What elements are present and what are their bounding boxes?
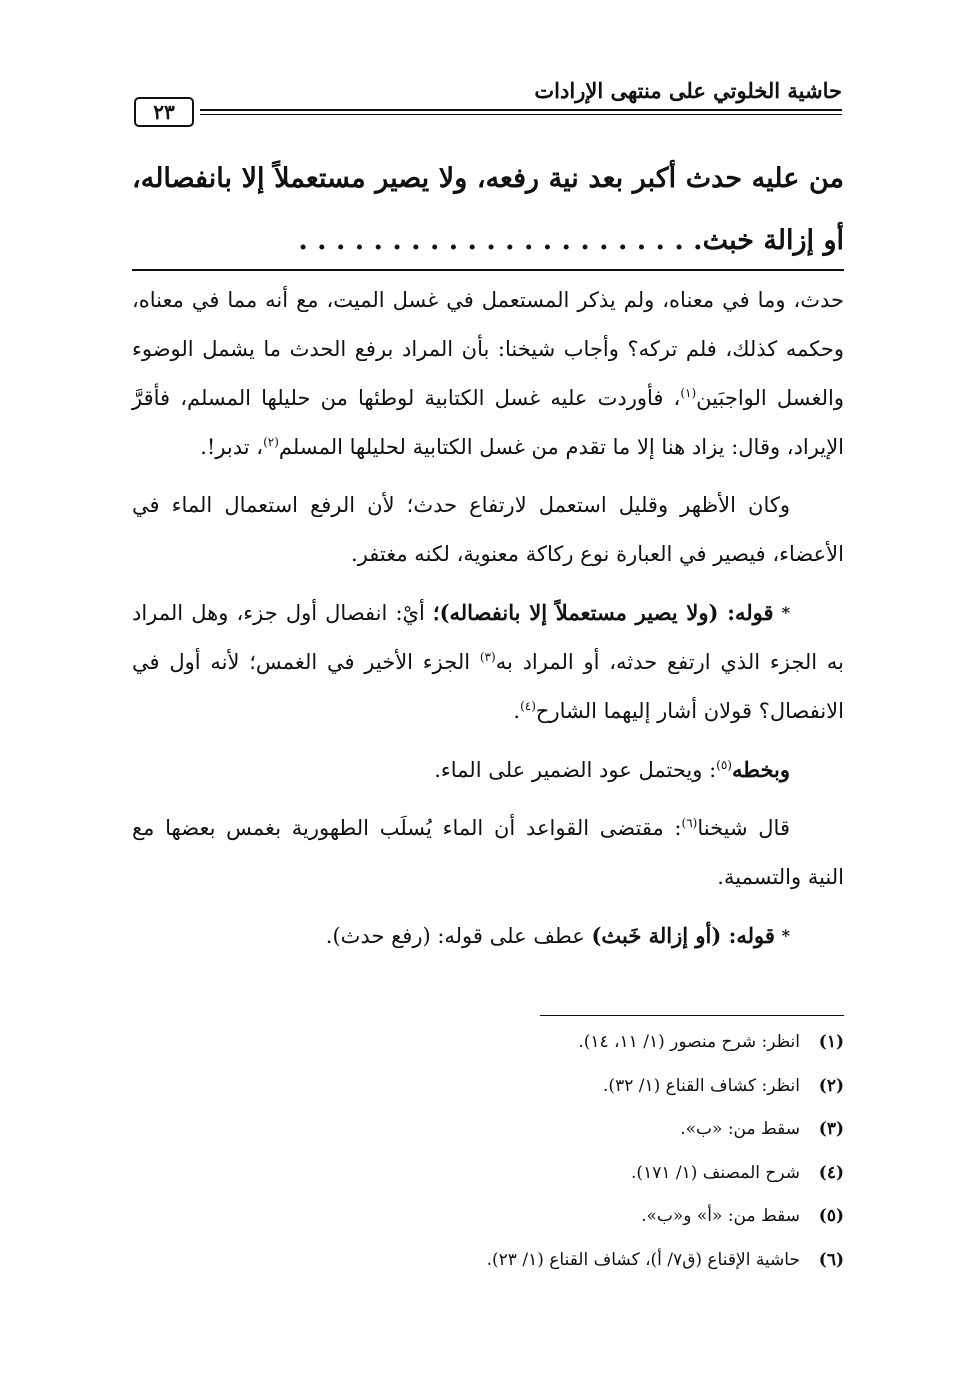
footnote-ref-5[interactable]: (٥) (716, 758, 732, 772)
footnote-item (132, 1118, 844, 1162)
commentary-text: قال شيخنا (697, 816, 790, 840)
commentary-text: ، تدبر!. (200, 435, 264, 459)
footnote-text: سقط من: «أ» و«ب». (641, 1206, 800, 1226)
footnote-ref-4[interactable]: (٤) (520, 699, 536, 713)
asterisk-icon: * (781, 926, 790, 945)
footnotes (132, 1031, 844, 1292)
footnote-text: حاشية الإقناع (ق٧/ أ)، كشاف القناع (١/ ٢٣). (486, 1249, 800, 1270)
matn-text (132, 148, 844, 272)
commentary-text: : ويحتمل عود الضمير على الماء. (434, 758, 717, 782)
commentary (132, 276, 844, 970)
running-title: حاشية الخلوتي على منتهى الإرادات (534, 78, 842, 103)
footnote-ref-6[interactable]: (٦) (681, 816, 698, 830)
commentary-paragraph-1 (132, 276, 844, 472)
footnote-item (132, 1249, 844, 1293)
footnote-number: (٤) (818, 1162, 844, 1183)
commentary-text: . (513, 699, 521, 723)
footnote-rule (540, 1015, 844, 1016)
quoted-lemma: قوله: (أو إزالة خَبث) (591, 923, 775, 948)
footnote-item (132, 1205, 844, 1249)
footnote-ref-2[interactable]: (٢) (263, 435, 279, 449)
footnote-number: (٥) (818, 1206, 844, 1226)
footnote-number: (١) (818, 1032, 844, 1052)
commentary-paragraph-3 (132, 588, 844, 736)
commentary-paragraph-6 (132, 911, 844, 961)
commentary-paragraph-2: وكان الأظهر وقليل استعمل لارتفاع حدث؛ لأن الرفع استعمال الماء في الأعضاء، فيصير في العبارة نوع ركاكة معنوية، لكنه مغتفر. (132, 493, 844, 566)
footnote-number: (٢) (818, 1075, 844, 1096)
commentary-paragraph-4 (132, 745, 844, 795)
header-rule (200, 109, 842, 111)
commentary-text: عطف على قوله: (رفع حدث). (325, 924, 592, 948)
footnote-text: سقط من: «ب». (680, 1119, 800, 1139)
footnote-ref-3[interactable]: (٣) (479, 650, 496, 664)
footnote-text: انظر: شرح منصور (١/ ١١، ١٤). (578, 1032, 800, 1052)
footnote-number: (٣) (818, 1119, 844, 1139)
commentary-text: الجزء الأخير في الغمس؛ لأنه أول في الانفصال؟ قولان أشار إليهما الشارح (132, 650, 844, 723)
matn-dots: . . . . . . . . . . . . . . . . . . . . . . (298, 225, 703, 256)
header-rule-thin (200, 114, 842, 115)
quoted-lemma: وبخطه (731, 757, 790, 782)
quoted-lemma: قوله: (ولا يصير مستعملاً إلا بانفصاله)؛ (432, 600, 774, 625)
footnote-text: انظر: كشاف القناع (١/ ٣٢). (603, 1075, 800, 1096)
matn-sentence: من عليه حدث أكبر بعد نية رفعه، ولا يصير مستعملاً إلا بانفصاله، أو إزالة خبث (132, 163, 844, 256)
commentary-text: حدث، وما في معناه، ولم يذكر المستعمل في غسل الميت، مع أنه مما في معناه، وحكمه كذلك، فلم تركه؟ وأجاب شيخنا: بأن المراد برفع الحدث ما يشمل الوضوء والغسل الواجبَين (132, 288, 845, 410)
matn-separator-rule (132, 269, 844, 271)
commentary-text: : مقتضى القواعد أن الماء يُسلَب الطهورية بغمس بعضها مع النية والتسمية. (132, 816, 844, 889)
footnote-ref-1[interactable]: (١) (680, 386, 697, 400)
footnote-item (132, 1031, 844, 1075)
commentary-text: ، فأوردت عليه غسل الكتابية لوطئها من حليلها المسلم، فأقرَّ الإيراد، وقال: يزاد هنا إلا ما تقدم من غسل الكتابية لحليلها المسلم (132, 386, 844, 459)
page-number-box: ٢٣ (134, 97, 194, 127)
asterisk-icon: * (781, 603, 790, 622)
footnote-text: شرح المصنف (١/ ١٧١). (631, 1162, 800, 1183)
commentary-paragraph-5 (132, 804, 844, 902)
footnote-item (132, 1075, 844, 1119)
commentary-text: أيْ: انفصال أول جزء، وهل المراد به الجزء الذي ارتفع حدثه، أو المراد به (132, 601, 844, 674)
footnote-number: (٦) (818, 1249, 844, 1270)
footnote-item (132, 1162, 844, 1206)
